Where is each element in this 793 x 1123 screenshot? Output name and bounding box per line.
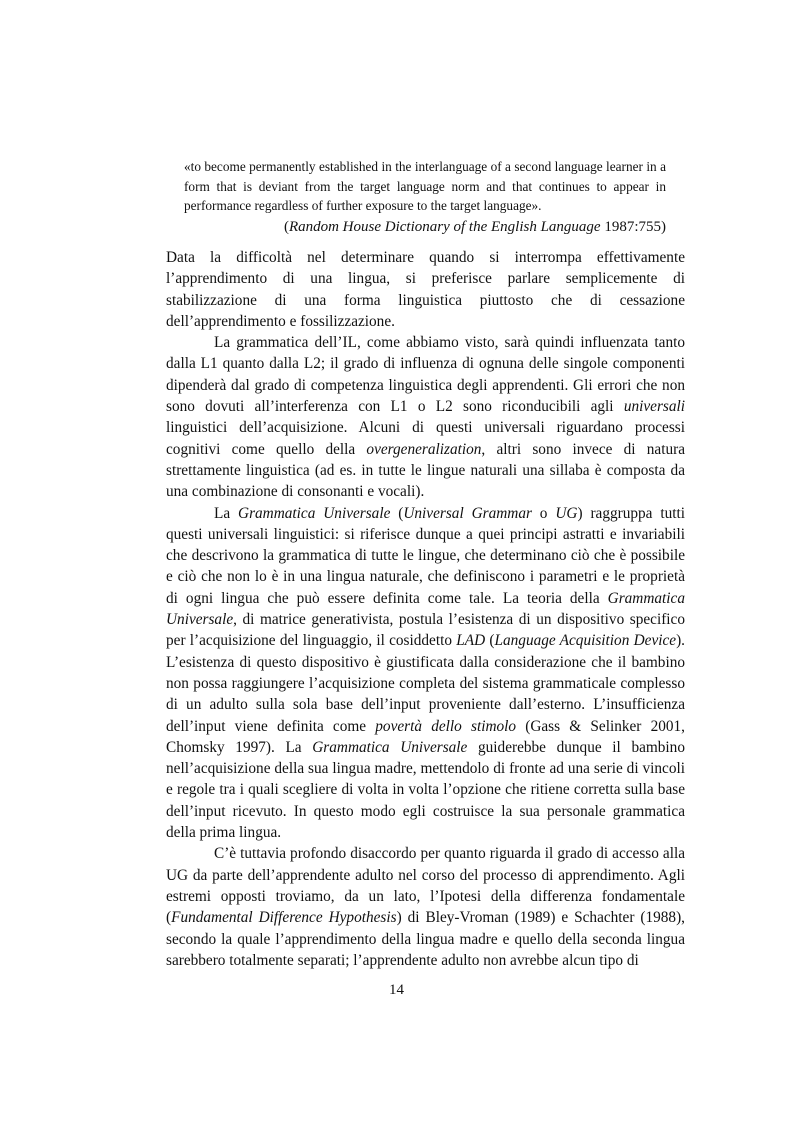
italic-term: Fundamental Difference Hypothesis (171, 909, 397, 927)
block-quote (184, 157, 666, 238)
text-run: C’è tuttavia profondo disaccordo per quanto riguarda il grado di accesso alla UG da parte dell’apprendente adulto nel corso del processo di apprendimento. Agli estremi opposti troviamo, da un lato, l’Ipotesi della differenza fondamentale ( (166, 845, 685, 927)
italic-term: UG (555, 504, 578, 522)
text-run: linguistici dell’acquisizione. Alcuni di questi universali riguardano processi cognitivi come quello della (166, 419, 685, 458)
italic-term: overgeneralization (366, 440, 482, 458)
paragraph-3 (166, 503, 685, 844)
citation-ref: 1987:755 (604, 218, 661, 235)
text-run: ) raggruppa tutti questi universali linguistici: si riferisce dunque a quei principi astratti e invariabili che descrivono la grammatica di tutte le lingue, che determinano ciò che è possibile e ciò che non lo è in una lingua naturale, che definiscono i parametri e le proprietà di ogni lingua che può essere definita come tale. La teoria della (166, 504, 685, 607)
text-run: , altri sono invece di natura strettamente linguistica (ad es. in tutte le lingue naturali una sillaba è composta da una combinazione di consonanti e vocali). (166, 440, 685, 501)
italic-term: LAD (456, 632, 486, 650)
italic-term: povertà dello stimolo (375, 717, 517, 735)
italic-term: Language Acquisition Device (494, 632, 677, 650)
paragraph-2 (166, 332, 685, 502)
italic-term: Grammatica Universale (238, 504, 391, 522)
text-run: guiderebbe dunque il bambino nell’acquisizione della sua lingua madre, mettendolo di fronte ad una serie di vincoli e regole tra i quali scegliere di volta in volta l’opzione che ritiene corretta sulla base dell’input ricevuto. In questo modo egli costruisce la sua personale grammatica della prima lingua. (166, 738, 685, 842)
text-run: ( (390, 504, 404, 522)
text-run: La grammatica dell’IL, come abbiamo visto, sarà quindi influenzata tanto dalla L1 quanto dalla L2; il grado di influenza di ognuna delle singole componenti dipenderà dal grado di competenza linguistica degli apprendenti. Gli errori che non sono dovuti all’interferenza con L1 o L2 sono riconducibili agli (166, 334, 685, 416)
italic-term: Universal Grammar (403, 504, 532, 522)
text-run: (Gass & Selinker 2001, Chomsky 1997). La (166, 717, 685, 756)
page-number: 14 (389, 982, 404, 998)
italic-term: Grammatica Universale (166, 589, 685, 629)
quote-text: «to become permanently established in the interlanguage of a second language learner in a form that is deviant from the target language norm and that continues to appear in performance regardless of further exposure to the target language». (184, 159, 666, 213)
text-run: ). L’esistenza di questo dispositivo è giustificata dalla considerazione che il bambino non possa raggiungere l’acquisizione completa del sistema grammaticale complesso di un adulto sulla sola base dell’input proveniente dall’esterno. L’insufficienza dell’input viene definita come (166, 632, 685, 735)
text-run: La (214, 504, 239, 522)
text-run: , di matrice generativista, postula l’esistenza di un dispositivo specifico per l’acquisizione del linguaggio, il cosiddetto (166, 611, 685, 650)
body-text (166, 247, 685, 971)
text-run: ( (485, 632, 495, 650)
paragraph-4 (166, 843, 685, 971)
italic-term: universali (623, 398, 685, 416)
italic-term: Grammatica Universale (312, 738, 468, 756)
citation-title: Random House Dictionary of the English Language (288, 218, 601, 235)
text-run: ) di Bley-Vroman (1989) e Schachter (1988), secondo la quale l’apprendimento della lingua madre e quello della seconda lingua sarebbero totalmente separati; l’apprendente adulto non avrebbe alcun tipo di (166, 909, 685, 969)
text-run: o (531, 504, 556, 522)
quote-citation: (Random House Dictionary of the English Language 1987:755) (283, 218, 666, 235)
paragraph-1: Data la difficoltà nel determinare quando si interrompa effettivamente l’apprendimento di una lingua, si preferisce parlare semplicemente di stabilizzazione di una forma linguistica piuttosto che di cessazione dell’apprendimento e fossilizzazione. (166, 249, 685, 330)
